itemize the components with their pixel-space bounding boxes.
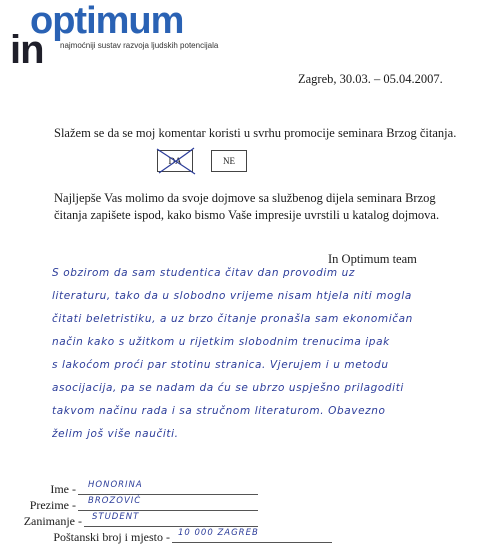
- request-paragraph: [54, 190, 454, 224]
- comment-line: literaturu, tako da u slobodno vrijeme nisam htjela niti mogla: [52, 290, 412, 302]
- postal-label: Poštanski broj i mjesto -: [53, 530, 170, 544]
- request-line: Najljepše Vas molimo da svoje dojmove sa službenog dijela seminara Brzog: [54, 191, 436, 205]
- consent-yes-label: DA: [168, 156, 182, 166]
- handwritten-comment: [52, 262, 492, 446]
- consent-yes-checkbox[interactable]: [157, 150, 193, 172]
- consent-no-label: NE: [223, 156, 235, 166]
- postal-underline: [172, 542, 332, 543]
- name-field: [0, 482, 76, 496]
- comment-line: želim još više naučiti.: [52, 428, 179, 440]
- surname-label: Prezime -: [29, 498, 76, 512]
- comment-line: način kako s užitkom u rijetkim slobodnim trenucima ipak: [52, 336, 390, 348]
- comment-line: S obzirom da sam studentica čitav dan provodim uz: [52, 267, 355, 279]
- surname-underline: [78, 510, 258, 511]
- cross-mark-icon: [154, 145, 198, 177]
- document-date: Zagreb, 30.03. – 05.04.2007.: [298, 72, 443, 86]
- postal-field: [0, 530, 170, 544]
- comment-line: s lakoćom proći par stotinu stranica. Vjerujem i u metodu: [52, 359, 389, 371]
- request-line: čitanja zapišete ispod, kako bismo Vaše impresije uvrstili u katalog dojmova.: [54, 208, 440, 222]
- comment-line: takvom načinu rada i sa stručnom literaturom. Obavezno: [52, 405, 386, 417]
- occupation-label: Zanimanje -: [23, 514, 82, 528]
- logo-in-word: in: [10, 28, 44, 72]
- logo-tagline: najmoćniji sustav razvoja ljudskih potencijala: [60, 41, 219, 50]
- consent-statement: Slažem se da se moj komentar koristi u svrhu promocije seminara Brzog čitanja.: [54, 126, 457, 140]
- name-value[interactable]: HONORINA: [88, 480, 143, 490]
- team-signature: In Optimum team: [328, 252, 417, 266]
- in-optimum-logo: [8, 0, 238, 72]
- logo-optimum-word: optimum: [30, 0, 184, 42]
- occupation-underline: [84, 526, 258, 527]
- consent-no-checkbox[interactable]: [211, 150, 247, 172]
- name-label: Ime -: [50, 482, 76, 496]
- comment-line: čitati beletristiku, a uz brzo čitanje pronašla sam ekonomičan: [52, 313, 413, 325]
- name-underline: [78, 494, 258, 495]
- postal-value[interactable]: 10 000 ZAGREB: [178, 528, 259, 538]
- comment-line: asocijacija, pa se nadam da ću se ubrzo uspješno prilagoditi: [52, 382, 404, 394]
- occupation-value[interactable]: STUDENT: [92, 512, 140, 522]
- surname-value[interactable]: BROZOVIĆ: [88, 496, 142, 506]
- occupation-field: [0, 514, 82, 528]
- surname-field: [0, 498, 76, 512]
